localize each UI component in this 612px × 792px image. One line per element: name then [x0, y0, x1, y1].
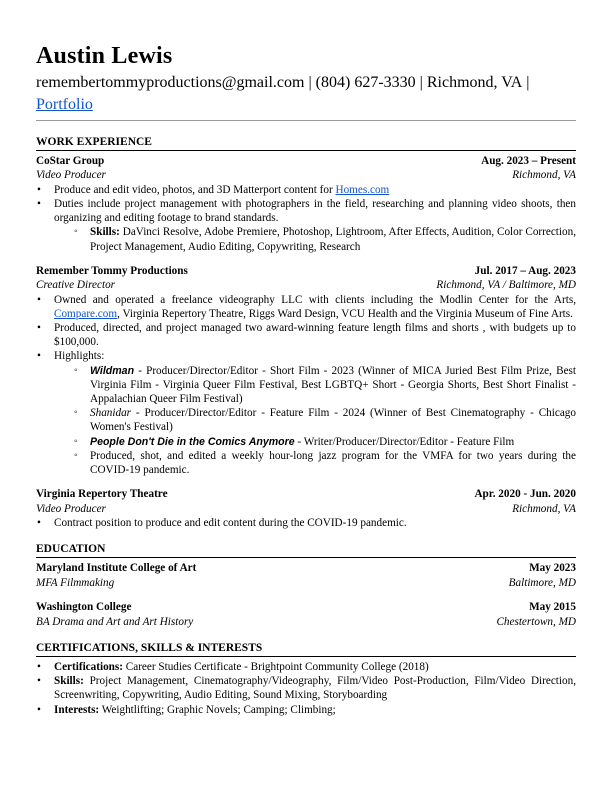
list-item: ◦ Produced, shot, and edited a weekly hour-long jazz program for the VMFA for two years during the COVID-19 pandemic. — [54, 449, 576, 477]
job-costar — [36, 154, 576, 254]
school: Washington College — [36, 601, 132, 614]
separator: | — [308, 74, 312, 91]
resume-page — [36, 40, 576, 717]
role: Creative Director — [36, 279, 116, 292]
list-item: ◦ Skills: DaVinci Resolve, Adobe Premiere, Photoshop, Lightroom, After Effects, Audition, Color Correction, Project Management, Audio Editing, Copywriting, Research — [54, 225, 576, 253]
degree: MFA Filmmaking — [36, 576, 115, 589]
section-title-work: WORK EXPERIENCE — [36, 135, 576, 151]
degree: BA Drama and Art and Art History — [36, 615, 194, 628]
role: Video Producer — [36, 502, 106, 515]
list-item: • Interests: Weightlifting; Graphic Novels; Camping; Climbing; — [36, 703, 576, 717]
list-item: • Produce and edit video, photos, and 3D Matterport content for Homes.com — [36, 183, 576, 197]
homes-link[interactable]: Homes.com — [335, 183, 390, 196]
separator: | — [419, 74, 423, 91]
list-item: • Contract position to produce and edit content during the COVID-19 pandemic. — [36, 516, 576, 530]
certs-list — [36, 660, 576, 717]
list-item: ◦ People Don't Die in the Comics Anymore - Writer/Producer/Director/Editor - Feature Film — [54, 435, 576, 449]
section-title-education: EDUCATION — [36, 542, 576, 558]
contact-line — [36, 72, 576, 116]
job-location: Richmond, VA — [512, 169, 576, 182]
compare-link[interactable]: Compare.com — [54, 307, 118, 320]
job-location: Richmond, VA — [512, 502, 576, 515]
date: May 2023 — [529, 562, 576, 575]
job-vrt — [36, 487, 576, 530]
date: May 2015 — [529, 601, 576, 614]
list-item: ◦ Shanidar - Producer/Director/Editor - Feature Film - 2024 (Winner of Best Cinematography - Chicago Women's Festival) — [54, 406, 576, 434]
portfolio-link[interactable]: Portfolio — [36, 96, 93, 113]
section-title-certifications: CERTIFICATIONS, SKILLS & INTERESTS — [36, 641, 576, 657]
list-item: • Produced, directed, and project managed two award-winning feature length films and shorts , with budgets up to $100,000. — [36, 321, 576, 349]
school-location: Baltimore, MD — [508, 576, 576, 589]
list-item: • Highlights: ◦ Wildman - Producer/Director/Editor - Short Film - 2023 (Winner of MICA Juried Best Film Prize, Best Virginia Film - Virginia Queer Film Festival, Best LGBTQ+ Short - Georgia Shorts, Best Short Finalist - Appalachian Queer Film Festival) ◦ Shanidar - Producer/Director/Editor - Feature Film - 2024 (Winner of Best Cinematography - Chicago Women's Festival) ◦ People Don't Die in the Comics Anymore - Writer/Producer/Director/Editor - Feature Film ◦ Produced, shot, and edited a weekly hour-long jazz program for the VMFA for two years during the COVID-19 pandemic. — [36, 349, 576, 477]
school-location: Chestertown, MD — [496, 615, 576, 628]
list-item: • Duties include project management with photographers in the field, researching and planning video shoots, then organizing and editing footage to brand standards. ◦ Skills: DaVinci Resolve, Adobe Premiere, Photoshop, Lightroom, After Effects, Audition, Color Correction, Project Management, Audio Editing, Copywriting, Research — [36, 197, 576, 254]
list-item: ◦ Wildman - Producer/Director/Editor - Short Film - 2023 (Winner of MICA Juried Best Film Prize, Best Virginia Film - Virginia Queer Film Festival, Best LGBTQ+ Short - Georgia Shorts, Best Short Finalist - Appalachian Queer Film Festival) — [54, 364, 576, 407]
company: Virginia Repertory Theatre — [36, 488, 168, 501]
email: remembertommyproductions@gmail.com — [36, 74, 305, 91]
company: Remember Tommy Productions — [36, 264, 188, 277]
role: Video Producer — [36, 169, 106, 182]
edu-mica — [36, 561, 576, 590]
phone: (804) 627-3330 — [315, 74, 416, 91]
edu-wc — [36, 600, 576, 629]
list-item: • Skills: Project Management, Cinematography/Videography, Film/Video Post-Production, Film/Video Direction, Screenwriting, Copywriting, Audio Editing, Sound Mixing, Storyboarding — [36, 674, 576, 702]
school: Maryland Institute College of Art — [36, 562, 197, 575]
separator: | — [526, 74, 530, 91]
list-item: • Owned and operated a freelance videography LLC with clients including the Modlin Center for the Arts, Compare.com, Virginia Repertory Theatre, Riggs Ward Design, VCU Health and the Virginia Museum of Fine Arts. — [36, 293, 576, 321]
dates: Apr. 2020 - Jun. 2020 — [474, 488, 576, 501]
dates: Jul. 2017 – Aug. 2023 — [474, 264, 576, 277]
job-rtp — [36, 264, 576, 477]
job-location: Richmond, VA / Baltimore, MD — [436, 279, 576, 292]
company: CoStar Group — [36, 155, 105, 167]
candidate-name: Austin Lewis — [36, 43, 173, 69]
header-divider — [36, 120, 576, 121]
location: Richmond, VA — [426, 74, 523, 91]
list-item: • Certifications: Career Studies Certificate - Brightpoint Community College (2018) — [36, 660, 576, 674]
dates: Aug. 2023 – Present — [481, 155, 576, 167]
